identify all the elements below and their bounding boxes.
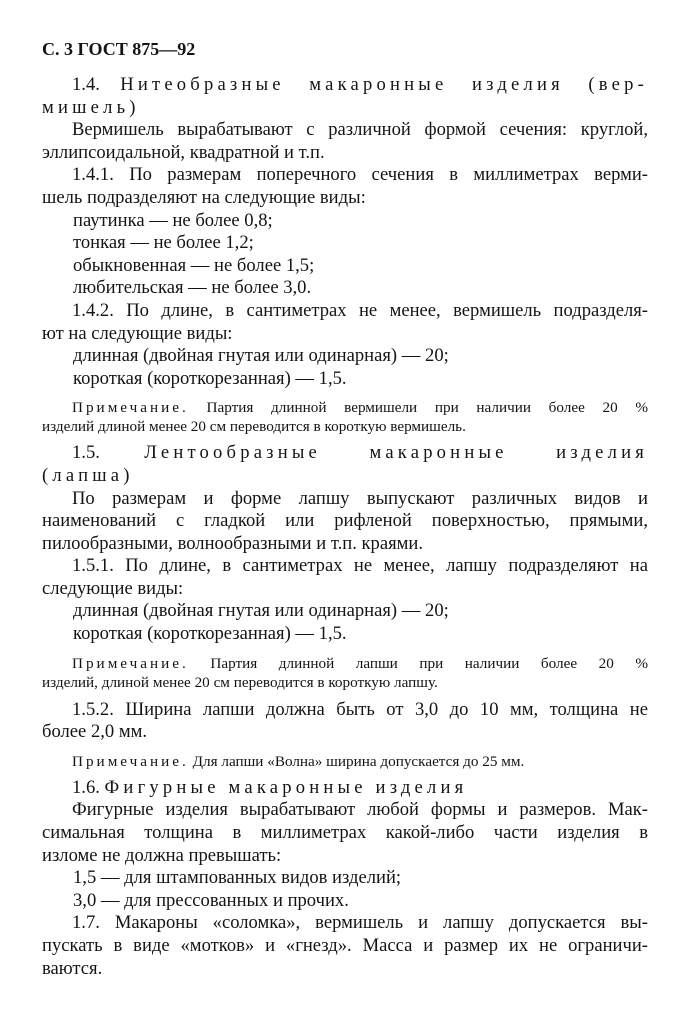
section-1-5-number: 1.5. xyxy=(72,442,100,464)
note-text: Для лапши «Волна» ширина допускается до 25 мм. xyxy=(192,752,525,770)
note-line: изделий длиной менее 20 см переводится в короткую вермишель. xyxy=(42,418,466,436)
note-line xyxy=(42,398,648,417)
note-line xyxy=(42,752,648,771)
paragraph-line: симальная толщина в миллиметрах какой-либо части изделия в xyxy=(42,822,648,844)
note-label: Примечание. xyxy=(72,752,189,770)
section-1-6-heading xyxy=(42,777,648,800)
list-item: короткая (короткорезанная) — 1,5. xyxy=(73,367,347,389)
paragraph-line: изломе не должна превышать: xyxy=(42,844,282,866)
paragraph-line: пускать в виде «мотков» и «гнезд». Масса и размер их не ограничи- xyxy=(42,935,648,956)
note-line xyxy=(42,654,648,673)
paragraph-line: 1.4.2. По длине, в сантиметрах не менее, вермишель подразделя- xyxy=(72,299,648,321)
page-header: С. 3 ГОСТ 875—92 xyxy=(42,39,196,59)
paragraph-line: 1.4.1. По размерам поперечного сечения в миллиметрах верми- xyxy=(72,164,648,186)
list-item: тонкая — не более 1,2; xyxy=(73,232,254,254)
section-1-4-heading xyxy=(42,74,648,97)
note-label: Примечание. xyxy=(72,654,189,672)
list-item: длинная (двойная гнутая или одинарная) — 20; xyxy=(73,345,449,367)
section-1-5-title: Лентообразные макаронные изделия xyxy=(144,442,648,464)
list-item: длинная (двойная гнутая или одинарная) — 20; xyxy=(73,600,449,622)
paragraph-line: следующие виды: xyxy=(42,577,184,599)
paragraph-line: Фигурные изделия вырабатывают любой формы и размеров. Мак- xyxy=(72,799,648,821)
paragraph-line: По размерам и форме лапшу выпускают различных видов и xyxy=(72,487,648,509)
list-item: 3,0 — для прессованных и прочих. xyxy=(73,889,349,911)
paragraph-line: ют на следующие виды: xyxy=(42,322,233,344)
document-page xyxy=(42,38,648,980)
paragraph-line: 1.5.2. Ширина лапши должна быть от 3,0 до 10 мм, толщина не xyxy=(72,698,648,720)
paragraph-line: ваются. xyxy=(42,957,103,979)
paragraph-line: Вермишель вырабатывают с различной формой сечения: круглой, xyxy=(72,119,648,141)
note-text: Партия длинной вермишели при наличии более 20 % xyxy=(206,399,648,417)
list-item: любительская — не более 3,0. xyxy=(73,277,312,299)
paragraph-line: 1.7. Макароны «соломка», вермишель и лапшу допускается вы- xyxy=(72,912,648,934)
note-line: изделий, длиной менее 20 см переводится в короткую лапшу. xyxy=(42,673,438,691)
paragraph-line: шель подразделяют на следующие виды: xyxy=(42,186,366,208)
note-label: Примечание. xyxy=(72,399,189,417)
list-item: короткая (короткорезанная) — 1,5. xyxy=(73,623,347,645)
section-1-4-number: 1.4. xyxy=(72,74,100,95)
list-item: паутинка — не более 0,8; xyxy=(73,209,273,231)
paragraph-line: более 2,0 мм. xyxy=(42,721,148,743)
paragraph-line: 1.5.1. По длине, в сантиметрах не менее, лапшу подразделяют на xyxy=(72,555,648,577)
section-1-6-number: 1.6. xyxy=(72,776,100,798)
section-1-6-title: Фигурные макаронные изделия xyxy=(104,776,468,798)
list-item: обыкновенная — не более 1,5; xyxy=(73,254,315,276)
section-1-4-title: Нитеобразные макаронные изделия (вер- xyxy=(120,74,648,95)
note-text: Партия длинной лапши при наличии более 20 % xyxy=(210,654,648,672)
section-1-5-title-cont: (лапша) xyxy=(42,464,134,486)
paragraph-line: эллипсоидальной, квадратной и т.п. xyxy=(42,141,325,163)
section-1-4-title-cont: мишель) xyxy=(42,96,140,118)
list-item: 1,5 — для штампованных видов изделий; xyxy=(73,867,402,889)
paragraph-line: пилообразными, волнообразными и т.п. краями. xyxy=(42,532,423,554)
section-1-5-heading xyxy=(42,442,648,465)
paragraph-line: наименований с гладкой или рифленой поверхностью, прямыми, xyxy=(42,510,648,532)
